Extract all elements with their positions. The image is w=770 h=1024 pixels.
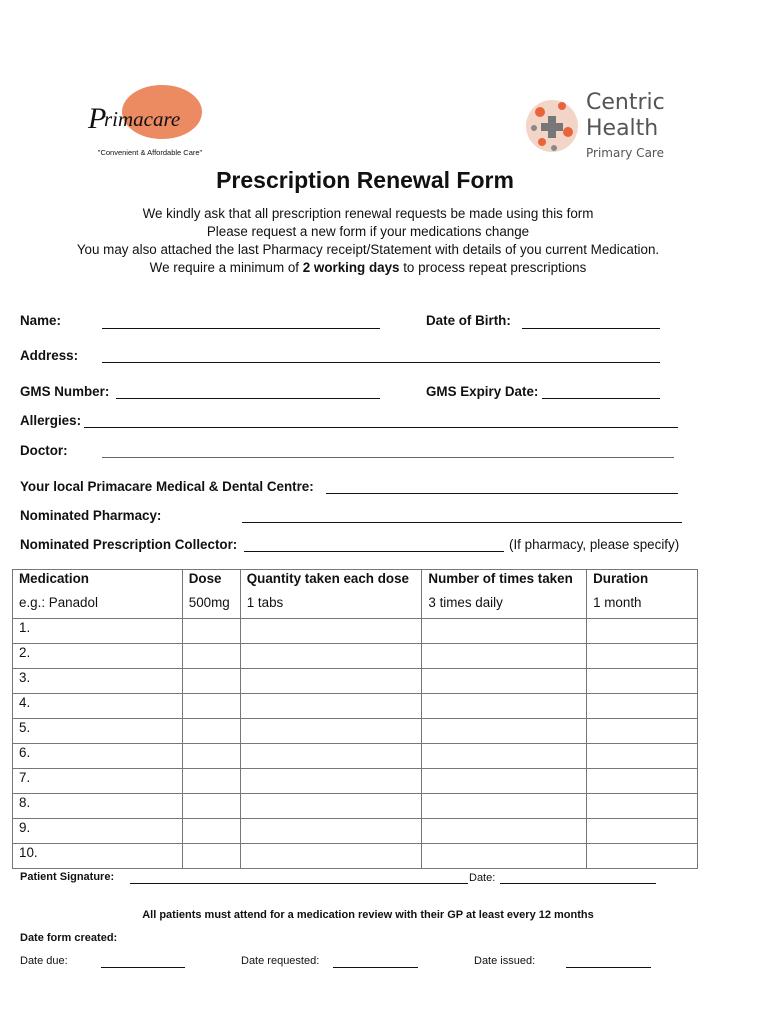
signature-date-label: Date: [469,872,496,884]
duration-cell[interactable] [587,844,698,869]
dose-cell[interactable] [182,769,240,794]
centric-line1: Centric [586,90,665,115]
date-issued-label: Date issued: [474,955,536,967]
duration-cell[interactable] [587,669,698,694]
duration-cell[interactable] [587,744,698,769]
row-number[interactable]: 10. [13,844,183,869]
date-requested-field[interactable] [333,955,418,968]
intro-line-1: We kindly ask that all prescription renewal requests be made using this form [142,206,594,221]
table-row [13,844,698,869]
table-row [13,794,698,819]
name-label: Name: [20,313,61,328]
local-centre-label: Your local Primacare Medical & Dental Centre: [20,479,314,494]
medication-table [12,569,698,869]
table-cell: 500mg [182,594,240,619]
table-row [13,619,698,644]
dob-field[interactable] [522,314,660,329]
dose-cell[interactable] [182,844,240,869]
date-created-label: Date form created: [20,932,118,944]
primacare-tagline: "Convenient & Affordable Care" [97,148,203,157]
dose-cell[interactable] [182,644,240,669]
table-row [13,669,698,694]
quantity-cell[interactable] [240,719,422,744]
signature-label: Patient Signature: [20,871,115,883]
address-label: Address: [20,348,79,363]
dose-cell[interactable] [182,794,240,819]
row-number[interactable]: 3. [13,669,183,694]
name-field[interactable] [102,314,380,329]
row-number[interactable]: 5. [13,719,183,744]
row-number[interactable]: 8. [13,794,183,819]
signature-field[interactable] [130,872,468,884]
times-cell[interactable] [422,819,587,844]
col-duration: Duration [587,570,698,595]
quantity-cell[interactable] [240,844,422,869]
col-quantity: Quantity taken each dose [240,570,422,595]
table-example-row [13,594,698,619]
intro-line-2: Please request a new form if your medications change [206,224,530,239]
table-cell: 1 month [587,594,698,619]
row-number[interactable]: 4. [13,694,183,719]
intro-line-3: You may also attached the last Pharmacy receipt/Statement with details of you current Medication. [76,242,660,257]
svg-text:P: P [88,102,107,135]
centric-health-logo [524,84,684,168]
local-centre-field[interactable] [326,479,678,494]
doctor-label: Doctor: [20,443,68,458]
table-cell: 1 tabs [240,594,422,619]
dob-label: Date of Birth: [426,313,511,328]
signature-date-field[interactable] [500,872,656,884]
centric-line2: Health [586,116,659,141]
row-number[interactable]: 2. [13,644,183,669]
date-requested-label: Date requested: [241,955,320,967]
quantity-cell[interactable] [240,819,422,844]
gms-expiry-label: GMS Expiry Date: [426,384,539,399]
svg-text:rimacare: rimacare [104,107,181,131]
dose-cell[interactable] [182,669,240,694]
duration-cell[interactable] [587,644,698,669]
row-number[interactable]: 9. [13,819,183,844]
row-number[interactable]: 7. [13,769,183,794]
row-number[interactable]: 6. [13,744,183,769]
col-dose: Dose [182,570,240,595]
table-header-row [13,570,698,595]
date-due-label: Date due: [20,955,68,967]
collector-note: (If pharmacy, please specify) [509,537,680,552]
date-due-field[interactable] [101,955,185,968]
quantity-cell[interactable] [240,794,422,819]
address-field[interactable] [102,348,660,363]
quantity-cell[interactable] [240,694,422,719]
quantity-cell[interactable] [240,769,422,794]
collector-field[interactable] [244,537,504,552]
times-cell[interactable] [422,769,587,794]
primacare-logo [80,84,220,164]
col-times: Number of times taken [422,570,587,595]
times-cell[interactable] [422,694,587,719]
dose-cell[interactable] [182,619,240,644]
doctor-field[interactable] [102,443,674,458]
pharmacy-label: Nominated Pharmacy: [20,508,162,523]
times-cell[interactable] [422,744,587,769]
quantity-cell[interactable] [240,644,422,669]
review-notice: All patients must attend for a medication review with their GP at least every 12 months [142,909,594,921]
table-row [13,769,698,794]
intro-emphasis: 2 working days [302,260,400,275]
collector-label: Nominated Prescription Collector: [20,537,238,552]
row-number[interactable]: 1. [13,619,183,644]
dose-cell[interactable] [182,694,240,719]
quantity-cell[interactable] [240,669,422,694]
dose-cell[interactable] [182,719,240,744]
centric-line3: Primary Care [586,146,664,160]
table-cell: e.g.: Panadol [13,594,183,619]
duration-cell[interactable] [587,769,698,794]
times-cell[interactable] [422,619,587,644]
times-cell[interactable] [422,794,587,819]
dose-cell[interactable] [182,819,240,844]
duration-cell[interactable] [587,794,698,819]
col-medication: Medication [13,570,183,595]
times-cell[interactable] [422,669,587,694]
quantity-cell[interactable] [240,744,422,769]
duration-cell[interactable] [587,694,698,719]
times-cell[interactable] [422,644,587,669]
table-row [13,819,698,844]
allergies-label: Allergies: [20,413,82,428]
table-cell: 3 times daily [422,594,587,619]
allergies-field[interactable] [84,413,678,428]
table-row [13,719,698,744]
times-cell[interactable] [422,719,587,744]
gms-number-field[interactable] [116,384,380,399]
table-row [13,644,698,669]
gms-number-label: GMS Number: [20,384,110,399]
date-issued-field[interactable] [566,955,651,968]
duration-cell[interactable] [587,819,698,844]
quantity-cell[interactable] [240,619,422,644]
pharmacy-field[interactable] [242,508,682,523]
duration-cell[interactable] [587,719,698,744]
gms-expiry-field[interactable] [542,384,660,399]
dose-cell[interactable] [182,744,240,769]
table-row [13,694,698,719]
table-row [13,744,698,769]
duration-cell[interactable] [587,619,698,644]
intro-line-4: We require a minimum of 2 working days to process repeat prescriptions [149,260,587,275]
form-title: Prescription Renewal Form [216,167,514,193]
times-cell[interactable] [422,844,587,869]
